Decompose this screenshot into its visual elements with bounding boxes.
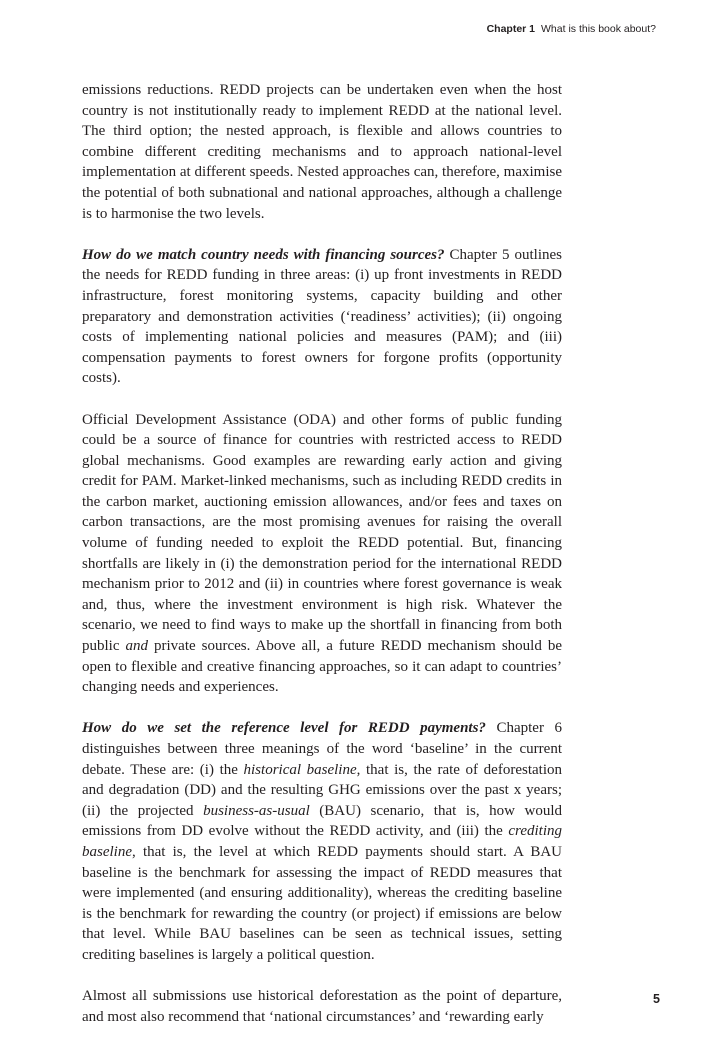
question-heading-reference-level: How do we set the reference level for REDD payments? xyxy=(82,720,486,737)
paragraph-5 xyxy=(82,986,562,1027)
paragraph-1 xyxy=(82,80,562,224)
chapter-label: Chapter 1 xyxy=(486,23,536,35)
paragraph-4-text-b: , that is, the rate of deforestation and degradation (DD) and the resulting GHG emissions over the past x years; (ii) the projected xyxy=(82,761,562,819)
paragraph-1-text: emissions reductions. REDD projects can be undertaken even when the host country is not institutionally ready to implement REDD at the national level. The third option; the nested approach, is flexible and allows countries to combine different crediting mechanisms and to approach national-level implementation at different speeds. Nested approaches can, therefore, maximise the potential of both subnational and national approaches, although a challenge is to harmonise the two levels. xyxy=(82,82,562,222)
paragraph-4-text-c: (BAU) scenario, that is, how would emissions from DD evolve without the REDD activity, and (iii) the xyxy=(82,802,562,840)
question-heading-financing: How do we match country needs with financing sources? xyxy=(82,246,445,263)
emphasis-and: and xyxy=(125,638,148,655)
term-historical-baseline: historical baseline xyxy=(243,761,357,778)
paragraph-4 xyxy=(82,718,562,965)
paragraph-2-text: Chapter 5 outlines the needs for REDD funding in three areas: (i) up front investments in REDD infrastructure, forest monitoring systems, capacity building and other preparatory and demonstration activities (‘readiness’ activities); (ii) ongoing costs of implementing national policies and measures (PAM); and (iii) compensation payments to forest owners for forgone profits (opportunity costs). xyxy=(82,246,562,387)
paragraph-3 xyxy=(82,410,562,698)
paragraph-4-text-a: Chapter 6 distinguishes between three meanings of the word ‘baseline’ in the current debate. These are: (i) the xyxy=(82,720,562,778)
term-crediting-baseline: crediting baseline xyxy=(82,823,562,860)
running-header xyxy=(487,23,656,35)
paragraph-3-text-a: Official Development Assistance (ODA) and other forms of public funding could be a source of finance for countries with restricted access to REDD global mechanisms. Good examples are rewarding early action and giving credit for PAM. Market-linked mechanisms, such as including REDD credits in the carbon market, auctioning emission allowances, and/or fees and taxes on carbon transactions, are the most promising avenues for raising the overall volume of funding needed to exploit the REDD potential. But, financing shortfalls are likely in (i) the demonstration period for the international REDD mechanism prior to 2012 and (ii) in countries where forest governance is weak and, thus, where the investment environment is high risk. Whatever the scenario, we need to find ways to make up the shortfall in financing from both public xyxy=(82,411,562,655)
paragraph-3-text-b: private sources. Above all, a future REDD mechanism should be open to flexible and creative financing approaches, so it can adapt to countries’ changing needs and experiences. xyxy=(82,638,562,696)
page-number: 5 xyxy=(653,992,660,1006)
chapter-title: What is this book about? xyxy=(541,23,656,35)
body-text xyxy=(82,80,562,1048)
paragraph-4-text-d: , that is, the level at which REDD payments should start. A BAU baseline is the benchmark for assessing the impact of REDD measures that were implemented (and ensuring additionality), whereas the crediting baseline is the benchmark for rewarding the country (or project) if emissions are below that level. While BAU baselines can be seen as technical issues, setting crediting baselines is largely a political question. xyxy=(82,843,562,963)
paragraph-2 xyxy=(82,245,562,389)
term-business-as-usual: business-as-usual xyxy=(203,802,310,819)
paragraph-5-text: Almost all submissions use historical deforestation as the point of departure, and most also recommend that ‘national circumstances’ and ‘rewarding early xyxy=(82,988,562,1025)
